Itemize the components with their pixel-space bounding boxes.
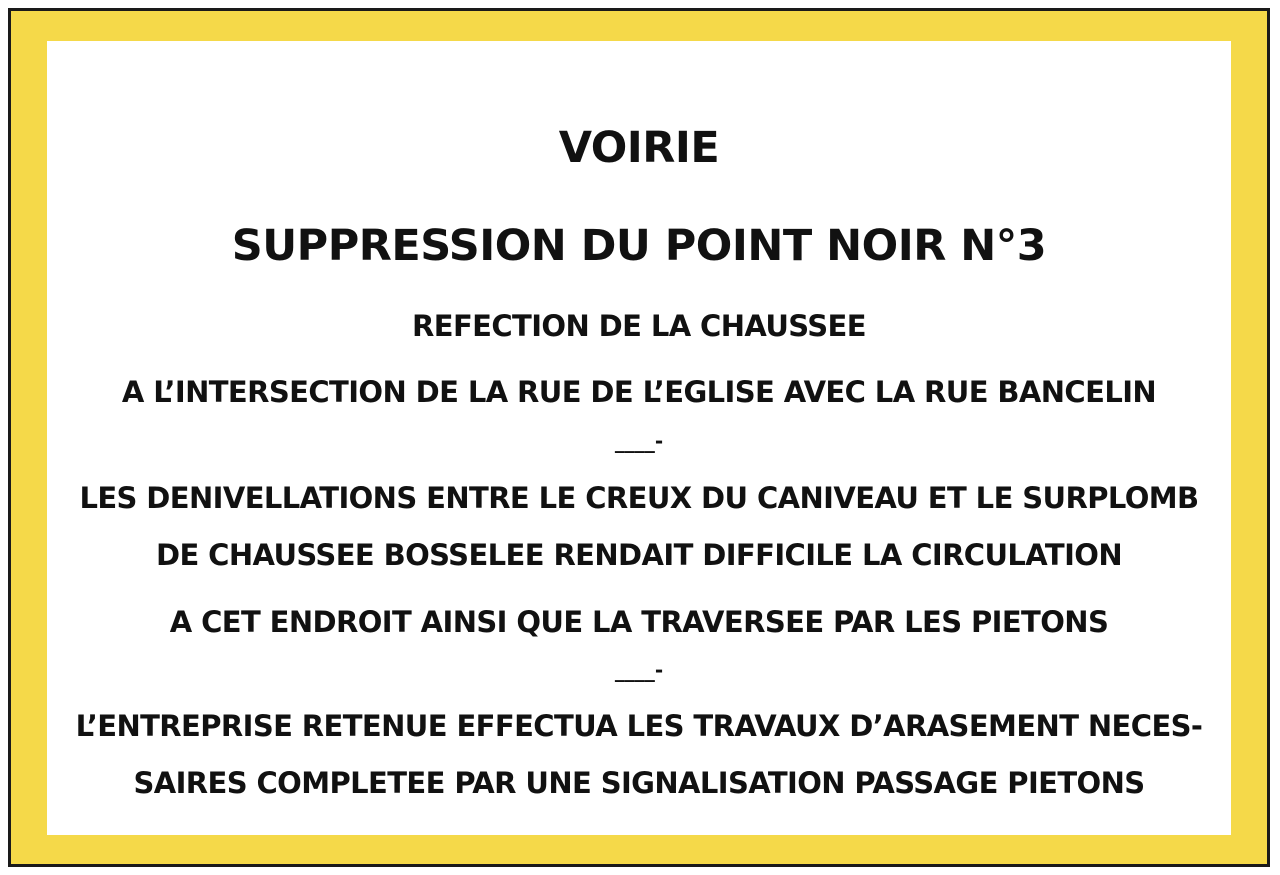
sign-title: VOIRIE <box>558 123 720 173</box>
separator-1: ____- <box>614 429 664 453</box>
text-line-1: REFECTION DE LA CHAUSSEE <box>412 309 866 343</box>
separator-2: ____- <box>614 658 664 682</box>
text-line-3: LES DENIVELLATIONS ENTRE LE CREUX DU CANIVEAU ET LE SURPLOMB <box>79 481 1199 515</box>
text-line-7: SAIRES COMPLETEE PAR UNE SIGNALISATION PASSAGE PIETONS <box>133 766 1145 800</box>
text-line-5: A CET ENDROIT AINSI QUE LA TRAVERSEE PAR LES PIETONS <box>169 605 1109 639</box>
sign-subtitle: SUPPRESSION DU POINT NOIR N°3 <box>231 221 1047 271</box>
text-line-4: DE CHAUSSEE BOSSELEE RENDAIT DIFFICILE LA CIRCULATION <box>156 538 1122 572</box>
text-line-6: L’ENTREPRISE RETENUE EFFECTUA LES TRAVAUX D’ARASEMENT NECES- <box>75 709 1203 743</box>
sign-frame <box>8 8 1270 867</box>
text-line-2: A L’INTERSECTION DE LA RUE DE L’EGLISE AVEC LA RUE BANCELIN <box>121 375 1157 409</box>
sign-panel <box>47 41 1231 835</box>
